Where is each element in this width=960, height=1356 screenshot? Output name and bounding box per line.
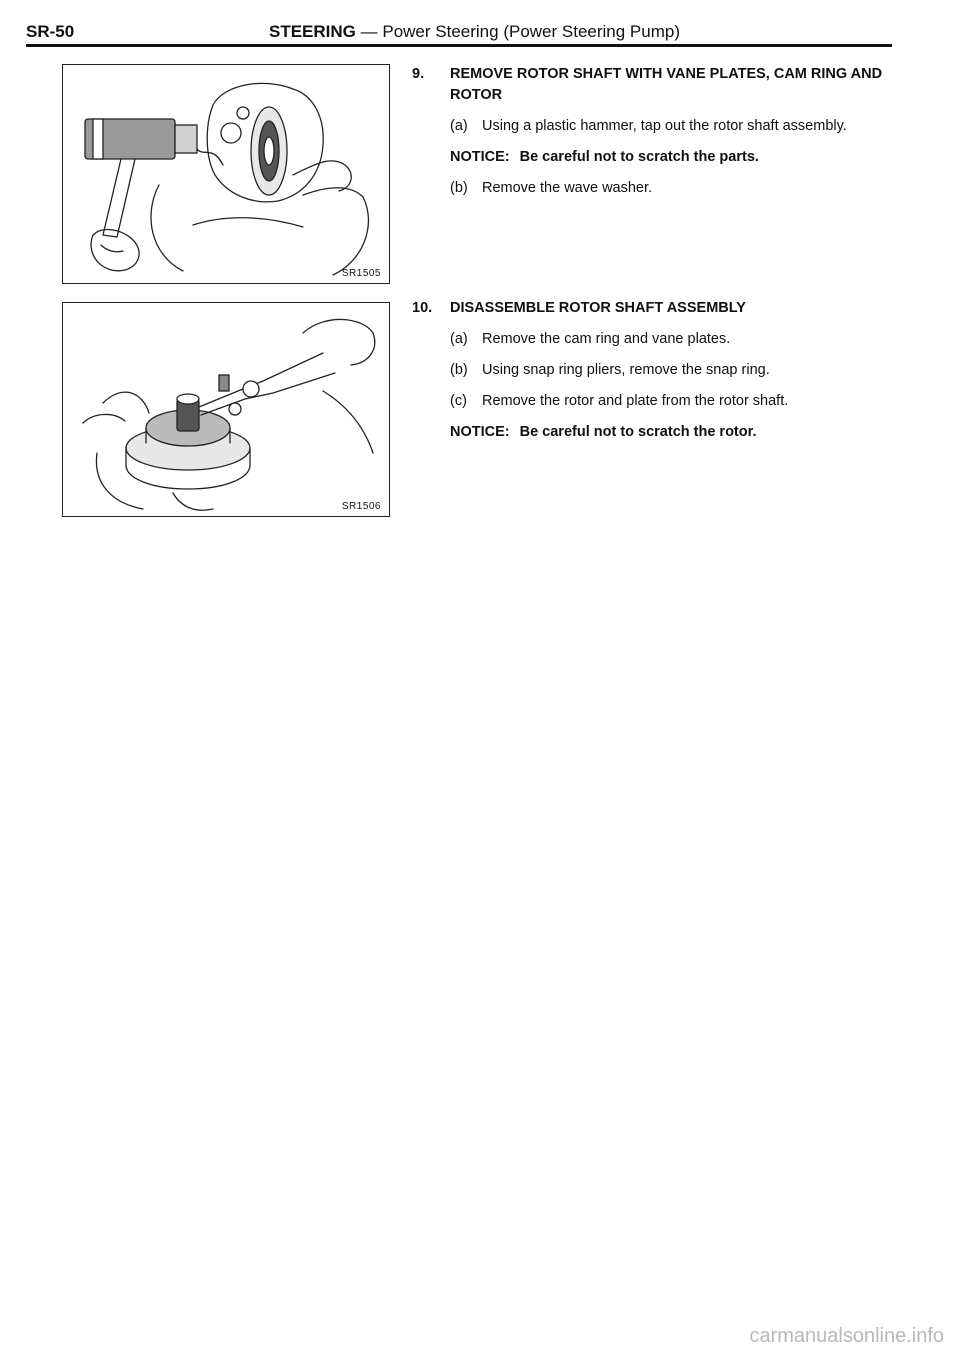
notice-label: NOTICE: [450, 149, 510, 165]
pliers-illustration [63, 303, 389, 516]
notice [412, 422, 902, 443]
step-number: 9. [412, 66, 425, 82]
section-name: STEERING [269, 22, 356, 41]
notice-label: NOTICE: [450, 424, 510, 440]
figure-code: SR1506 [341, 501, 381, 512]
section-title [269, 22, 680, 42]
step-10 [412, 298, 902, 453]
sub-step-letter: (a) [450, 118, 468, 134]
figure-pliers-illustration [62, 302, 390, 517]
step-number: 10. [412, 300, 433, 316]
step-title: DISASSEMBLE ROTOR SHAFT ASSEMBLY [450, 300, 746, 316]
sub-step-text: Using snap ring pliers, remove the snap ring. [482, 362, 770, 378]
step-9 [412, 64, 902, 209]
page-code: SR-50 [26, 22, 75, 41]
sub-step [412, 178, 902, 199]
sub-step-letter: (a) [450, 331, 468, 347]
step-title: REMOVE ROTOR SHAFT WITH VANE PLATES, CAM RING AND ROTOR [450, 66, 883, 103]
sub-step [412, 360, 902, 381]
footer-watermark: carmanualsonline.info [749, 1325, 944, 1347]
sub-step-text: Using a plastic hammer, tap out the rotor shaft assembly. [482, 118, 847, 134]
sub-step-letter: (c) [450, 393, 467, 409]
sub-step [412, 116, 902, 137]
page-header [26, 22, 892, 44]
sub-step-letter: (b) [450, 362, 468, 378]
sub-step-text: Remove the wave washer. [482, 180, 653, 196]
sub-step [412, 329, 902, 350]
sub-step [412, 391, 902, 412]
step-heading [412, 64, 902, 106]
subsection-name: — Power Steering (Power Steering Pump) [360, 22, 680, 41]
notice-text: Be careful not to scratch the parts. [519, 149, 759, 165]
sub-step-letter: (b) [450, 180, 468, 196]
notice [412, 147, 902, 168]
step-heading [412, 298, 902, 319]
sub-step-text: Remove the cam ring and vane plates. [482, 331, 731, 347]
hammer-illustration [63, 65, 389, 283]
header-rule [26, 44, 892, 47]
sub-step-text: Remove the rotor and plate from the rotor shaft. [482, 393, 789, 409]
notice-text: Be careful not to scratch the rotor. [519, 424, 757, 440]
figure-hammer-illustration [62, 64, 390, 284]
figure-code: SR1505 [341, 268, 381, 279]
